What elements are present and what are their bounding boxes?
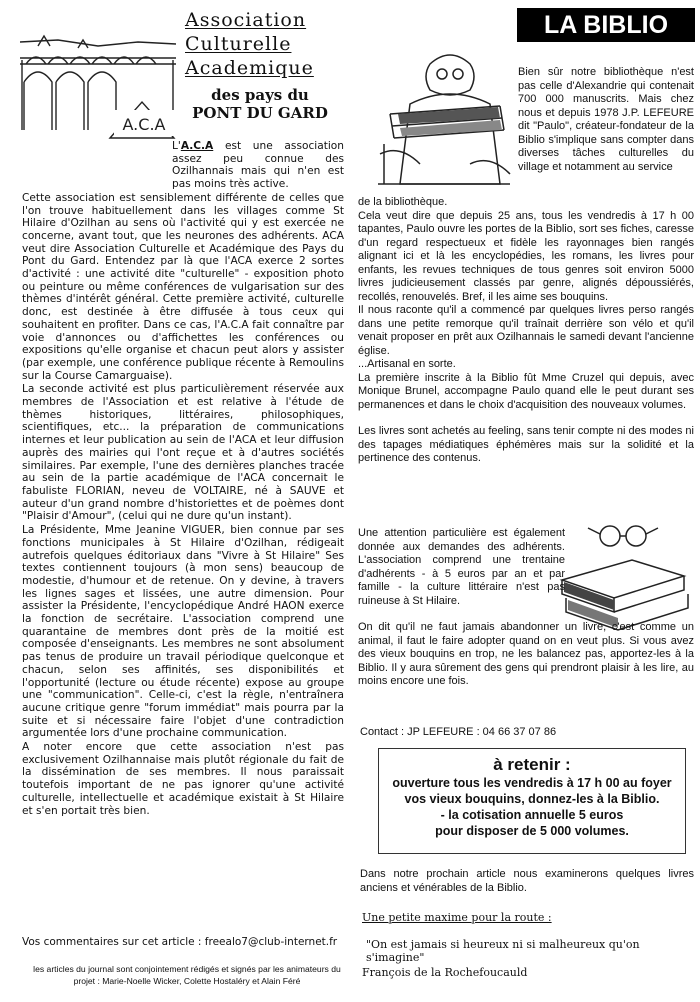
next-article-note: Dans notre prochain article nous examinerons quelques livres anciens et vénérables de la Biblio. [360, 868, 694, 894]
biblio-paragraph-5: Les livres sont achetés au feeling, sans tenir compte ni des modes ni des tapages médiatiques éphémères mais sur la solidité et la pertinence des contenus. [358, 425, 694, 464]
maxim-author: François de la Rochefoucauld [362, 966, 528, 979]
aca-subtitle: des pays du PONT DU GARD [192, 86, 328, 122]
aca-intro: L'A.C.A est une association assez peu connue des Ozilhannais mais qui n'en est pas moins très active. [172, 140, 344, 191]
aca-intro-text: est une association assez peu connue des Ozilhannais mais qui n'en est pas moins très active. [172, 140, 344, 191]
aca-title-block [185, 8, 335, 122]
aca-article [22, 140, 344, 818]
retenir-line-2: vos vieux bouquins, donnez-les à la Biblio. [404, 792, 660, 806]
aca-paragraph-2: La seconde activité est plus particulièrement réservée aux membres de l'Association et est relative à l'étude de thèmes historiques, littéraires, philosophiques, scientifiques, etc... la préparation de communications internes et leur publication au sein de l'ACA et leur diffusion auprès des mairies qui l'ont reçue et à d'autres sociétés similaires. Par exemple, l'une des dernières planches tracée au sein de la partie académique de l'ACA concernait le fabuliste FLORIAN, neveu de VOLTAIRE, né à SAUVE et auteur d'un grand nombre d'historiettes et de poèmes dont "Plaisir d'Amour", (celui qui ne dure qu'un instant). [22, 383, 344, 523]
aca-intro-abbr: A.C.A [180, 140, 214, 152]
biblio-continuation: de la bibliothèque. [358, 196, 448, 208]
retenir-line-4: pour disposer de 5 000 volumes. [435, 824, 629, 838]
biblio-attention [358, 509, 694, 689]
books-and-glasses-illustration [552, 520, 692, 632]
biblio-banner: LA BIBLIO [517, 8, 695, 42]
aca-logo-text: A.C.A [122, 115, 166, 134]
biblio-intro: Bien sûr notre bibliothèque n'est pas celle d'Alexandrie qui contenait 700 000 manuscrits. Mais chez nous et depuis 1978 J.P. LEFEURE dit "Paulo", créateur-fondateur de la Biblio s'implique sans compter dans diverses tâches culturelles du village et notamment au service [518, 66, 694, 173]
aca-title-line1: Association [185, 9, 307, 31]
footer-credits: les articles du journal sont conjointement rédigés et signés par les animateurs du projet : Marie-Noelle Wicker, Colette Hostaléry et Alain Féré [33, 964, 341, 986]
biblio-paragraph-7: On dit qu'il ne faut jamais abandonner un livre, c'est comme un animal, il faut le faire adopter quand on en veut plus. Si vous avez des vieux bouquins en trop, ne les balancez pas, apportez-les à la Biblio. Il y aura sûrement des gens qui prendront plaisir à les lire, au moins encore une fois. [358, 621, 694, 687]
maxim-quote: "On est jamais si heureux ni si malheureux qu'on s'imagine" [366, 938, 640, 964]
biblio-paragraph-2: Il nous raconte qu'il a commencé par quelques livres perso rangés dans une petite remorque qu'il traînait derrière son vélo et qu'il venait proposer en prêt aux Ozilhannais le samedi devant l'ancienne église. [358, 304, 694, 357]
aca-title-line2: Culturelle [185, 33, 292, 55]
biblio-article [358, 196, 694, 466]
retenir-line-3: - la cotisation annuelle 5 euros [440, 808, 624, 822]
biblio-paragraph-1: Cela veut dire que depuis 25 ans, tous les vendredis à 17 h 00 tapantes, Paulo ouvre les portes de la Biblio, sort ses fiches, caresse d'un regard respectueux et fidèle les rayonnages bien rangés alignant ici et là les encyclopédies, les romans, les livres pour enfants, les revues techniques de tous genres soit environ 5000 livres judicieusement classés par genre, alignés dépoussiérés, recollés, renouvelés. Bref, il les aime ses bouquins. [358, 209, 694, 303]
aca-paragraph-4: A noter encore que cette association n'est pas exclusivement Ozilhannaise mais plutôt régionale du fait de la dissémination de ses membres. Il nous paraissait toutefois important de ne pas ignorer qu'une activité culturelle, intellectuelle et académique existait à St Hilaire et s'en portait très bien. [22, 741, 344, 817]
aca-paragraph-3: La Présidente, Mme Jeanine VIGUER, bien connue par ses fonctions municipales à St Hilaire d'Ozilhan, rédigeait autrefois quelques éditoriaux dans "Vivre à St Hilaire" Ses textes contiennent toujours (à mon sens) beaucoup de modestie, d'humour et de retenue. On y devine, à travers les lignes sages et lissées, une autre dimension. Pour assister la Présidente, l'encyclopédique André HAON exerce la fonction de secrétaire. L'association comprend une quarantaine de membres dont près de la moitié est composée d'enseignants. Les membres ne sont absolument pas tenus de produire un travail périodique quelconque et chacun, selon ses affinités, ses disponibilités et l'opportunité (lecture ou étude récente) expose au groupe une "communication". Celle-ci, c'est la règle, n'entraînera aucune critique genre "forum immédiat" mais pourra par la suite et si nécessaire faire l'objet d'une contradiction argumentée lors d'une prochaine communication. [22, 524, 344, 740]
biblio-paragraph-4: La première inscrite à la Biblio fût Mme Cruzel qui depuis, avec Monique Brunel, accompagne Paulo quand elle le peut durant ses permanences et dans le choix d'acquisition des nouveaux volumes. [358, 371, 694, 411]
biblio-contact: Contact : JP LEFEURE : 04 66 37 07 86 [360, 726, 557, 738]
aca-title-line3: Academique [185, 57, 314, 79]
monk-reading-illustration [370, 44, 518, 194]
comments-line: Vos commentaires sur cet article : freealo7@club-internet.fr [22, 936, 338, 948]
retenir-line-1: ouverture tous les vendredis à 17 h 00 au foyer [392, 776, 672, 790]
biblio-paragraph-3: ...Artisanal en sorte. [358, 358, 456, 370]
retenir-title: à retenir : [493, 755, 571, 774]
aca-logo [18, 20, 178, 140]
maxim-header: Une petite maxime pour la route : [362, 911, 552, 924]
biblio-paragraph-6: Une attention particulière est également donnée aux demandes des adhérents. L'association comprend une trentaine d'adhérents - à 5 euros par an et par famille - la culture littéraire n'est pas ruineuse à St Hilaire. [358, 527, 565, 607]
aca-paragraph-1: Cette association est sensiblement différente de celles que l'on trouve habituellement dans les villages comme St Hilaire d'Ozilhan au sens où l'activité qui y est exercée ne concerne, avant tout, que les neurones des adhérents. ACA veut dire Association Culturelle et Académique des Pays du Pont du Gard. Entendez par là que l'ACA exerce 2 sortes d'activité : une activité dite "culturelle" - exposition photo ou peinture ou même conférences de vulgarisation sur des thèmes d'intérêt général. Cette première activité, culturelle donc, est destinée à être diffusée à tous ceux qui souhaitent en profiter. Dans ce cas, l'A.C.A fait connaître par voie d'annonces ou d'affichettes les conférences ou expositions qu'elle organise et chacun peut alors y assister (par exemple, une conférence publique récente à Remoulins sur la Course Camarguaise). [22, 191, 344, 382]
retenir-box [378, 748, 686, 854]
